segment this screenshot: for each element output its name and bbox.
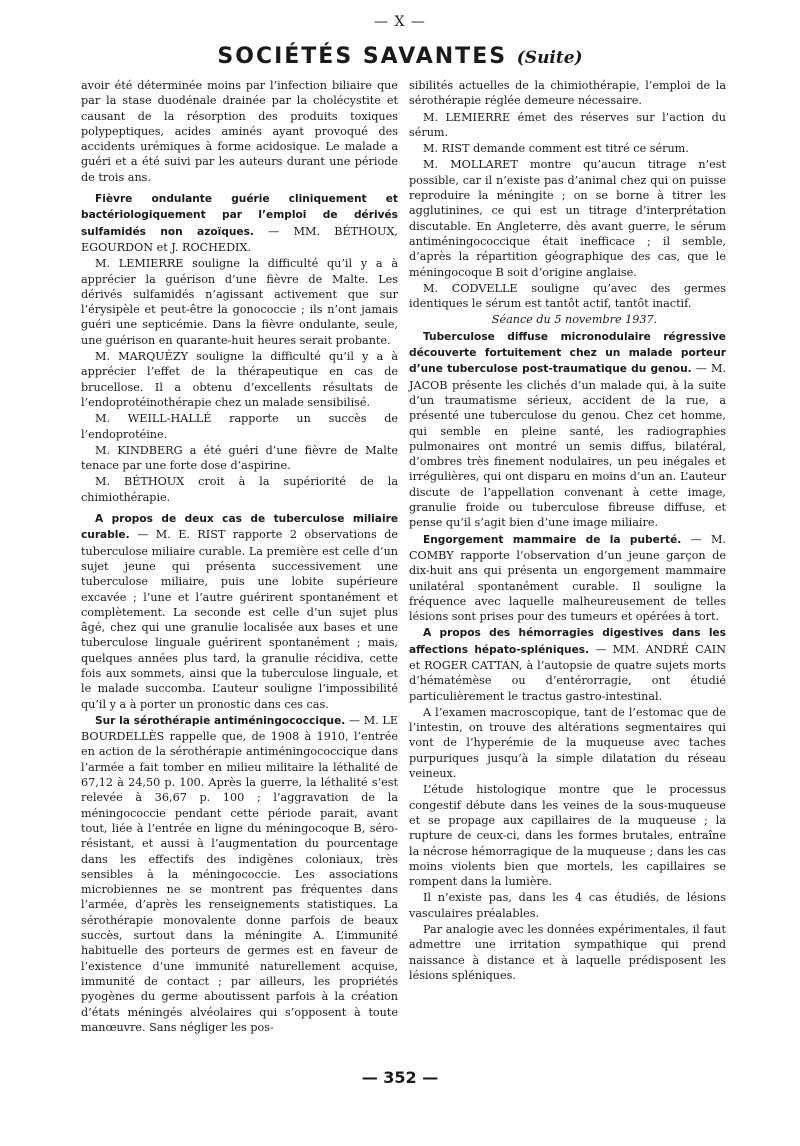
article-heading: Sur la sérothérapie antiméningococcique. (95, 714, 346, 727)
paragraph: M. KINDBERG a été guéri d’une fièvre de Malte tenace par une forte dose d’aspirine. (81, 443, 398, 473)
paragraph: M. MARQUÉZY souligne la difficulté qu’il y a à apprécier l’effet de la thérapeutique en cas de brucellose. Il a obtenu d’excellents résultats de l’endoprotéinothérapie chez un malade sensibilisé. (81, 350, 398, 409)
article-heading: A propos des hémorragies digestives dans les affections hépato-spléniques. (409, 627, 726, 656)
section-title (0, 44, 800, 69)
paragraph: A l’examen macroscopique, tant de l’estomac que de l’intestin, on trouve des altérations segmentaires qui vont de l’hyperémie de la muqueuse avec taches purpuriques jusqu’à la simple dilatation du réseau veineux. (409, 705, 726, 781)
paragraph: avoir été déterminée moins par l’infection biliaire que par la stase duodénale drainée par la cholécystite et causant de la résorption des produits toxiques polypeptiques, acides aminés ayant provoqué des accidents urémiques à forme acidosique. Le malade a guéri et a été suivi par les auteurs durant une période de trois ans. (81, 79, 398, 184)
article-authors: — MM. BÉTHOUX, EGOURDON et J. ROCHEDIX. (81, 224, 398, 254)
article-heading: Tuberculose diffuse micronodulaire régressive découverte fortuitement chez un malade porteur d’une tuberculose post-traumatique du genou. (409, 330, 726, 376)
paragraph: M. MOLLARET montre qu’aucun titrage n’est possible, car il n’existe pas d’animal chez qui on puisse reproduire la méningite ; on se borne à titrer les agglutinines, ce qui est un titrage d’interprétation discutable. En Angleterre, dès avant guerre, le sérum antiméningococcique était inefficace ; il semble, d’après la répartition géographique des cas, que le méningocoque B soit d’origine anglaise. (409, 158, 726, 279)
paragraph: M. WEILL-HALLÉ rapporte un succès de l’endoprotéine. (81, 412, 398, 441)
paragraph: M. RIST demande comment est titré ce sérum. (423, 142, 689, 156)
session-date: Séance du 5 novembre 1937. (491, 313, 658, 327)
article-entry (81, 713, 398, 1035)
article-entry (81, 511, 398, 712)
article-body: — M. LE BOURDELLÈS rappelle que, de 1908 à 1910, l’entrée en action de la sérothérapie antiméningococcique dans l’armée a fait tomber en milieu militaire la léthalité de 67,12 à 24,50 p. 100. Après la guerre, la léthalité s’est relevée à 36,67 p. 100 ; l’aggravation de la méningococcie pendant cette période parait, avant tout, liée à l’entrée en ligne du méningocoque B, séro-résistant, et aussi à l’augmentation du pourcentage dans les effectifs des indigènes coloniaux, très sensibles à la méningococcie. Les associations microbiennes ne se montrent pas fréquentes dans l’armée, d’après les renseignements statistiques. La sérothérapie monovalente donne parfois de beaux succès, surtout dans la méningite A. L’immunité habituelle des porteurs de germes est en faveur de l’existence d’une immunité naturellement acquise, immunité de contact ; par ailleurs, les propriétés pyogènes du germe aboutissent parfois à la création d’états méningés alvéolaires qui s’opposent à toute manœuvre. Sans négliger les pos- (81, 713, 398, 1034)
section-title-suite: (Suite) (516, 48, 583, 68)
right-column (409, 78, 726, 984)
article-body: — M. JACOB présente les clichés d’un malade qui, à la suite d’un traumatisme sérieux, accident de la rue, a présenté une tuberculose du genou. Chez cet homme, qui semble en pleine santé, les radiographies pulmonaires ont montré un semis diffus, bilatéral, d’ombres très finement nodulaires, un peu inégales et irrégulières, qui ont disparu en moins d’un an. L’auteur discute de l’appellation convenant à cette image, granulie froide ou tuberculose fibreuse diffuse, et pense qu’il s’agit bien d’une image miliaire. (409, 362, 727, 530)
paragraph: M. LEMIERRE émet des réserves sur l’action du sérum. (409, 110, 726, 139)
article-body: — M. E. RIST rapporte 2 observations de tuberculose miliaire curable. La première est celle d’un sujet jeune qui présenta successivement une tuberculose miliaire, puis une lobite supérieure excavée ; l’une et l’autre guérirent spontanément et complètement. La seconde est celle d’un sujet plus âgé, chez qui une granulie localisée aux bases et une tuberculose linguale guérirent spontanément ; mais, quelques années plus tard, la granulie récidiva, cette fois aux sommets, ainsi que la tuberculose linguale, et le malade succomba. L’auteur souligne l’impossibilité qu’il y a à porter un pronostic dans ces cas. (81, 528, 398, 711)
article-body: — MM. ANDRÉ CAIN et ROGER CATTAN, à l’autopsie de quatre sujets morts d’hématémèse ou d’entérorragie, ont étudié particulièrement le tractus gastro-intestinal. (409, 642, 727, 703)
section-title-text: SOCIÉTÉS SAVANTES (217, 44, 508, 69)
article-entry (409, 625, 726, 703)
paragraph: M. CODVELLE souligne qu’avec des germes identiques le sérum est tantôt actif, tantôt inactif. (409, 281, 726, 311)
left-column (81, 78, 398, 1036)
article-heading: Engorgement mammaire de la puberté. (423, 533, 682, 546)
paragraph: L’étude histologique montre que le processus congestif débute dans les veines de la sous-muqueuse et se propage aux capillaires de la muqueuse ; la rupture de ceux-ci, dans les formes brutales, entraîne la nécrose hémorragique de la muqueuse ; dans les cas moins violents bien que mortels, les capillaires se rompent dans la lumière. (409, 783, 726, 889)
paragraph: Il n’existe pas, dans les 4 cas étudiés, de lésions vasculaires préalables. (409, 891, 726, 920)
article-heading: Fièvre ondulante guérie cliniquement et bactériologiquement par l’emploi de dérivés sulfamidés non azoïques. (81, 193, 398, 238)
article-body: — M. COMBY rapporte l’observation d’un jeune garçon de dix-huit ans qui présenta un engorgement mammaire unilatéral spontanément curable. Il souligne la fréquence avec laquelle malheureusement de telles lésions sont prises pour des tumeurs et opérées à tort. (409, 532, 726, 624)
page-number: — 352 — (361, 1068, 439, 1087)
article-entry (81, 191, 398, 255)
article-heading: A propos de deux cas de tuberculose miliaire curable. (81, 513, 398, 542)
article-entry (409, 329, 726, 531)
roman-page-number: — X — (374, 14, 426, 30)
paragraph: sibilités actuelles de la chimiothérapie, l’emploi de la sérothérapie réglée demeure nécessaire. (409, 79, 726, 108)
paragraph: M. LEMIERRE souligne la difficulté qu’il y a à apprécier la guérison d’une fièvre de Malte. Les dérivés sulfamidés n’agissant activement que sur l’érysipèle et peut-être la gonococcie ; ils n’ont jamais guéri une septicémie. Dans la fièvre ondulante, seule, une guérison en quarante-huit heures serait probante. (81, 257, 398, 347)
paragraph: Par analogie avec les données expérimentales, il faut admettre une irritation sympathique qui prend naissance à distance et à laquelle prédisposent les lésions spléniques. (409, 923, 726, 982)
paragraph: M. BÉTHOUX croit à la supériorité de la chimiothérapie. (81, 475, 398, 504)
article-entry (409, 532, 726, 625)
